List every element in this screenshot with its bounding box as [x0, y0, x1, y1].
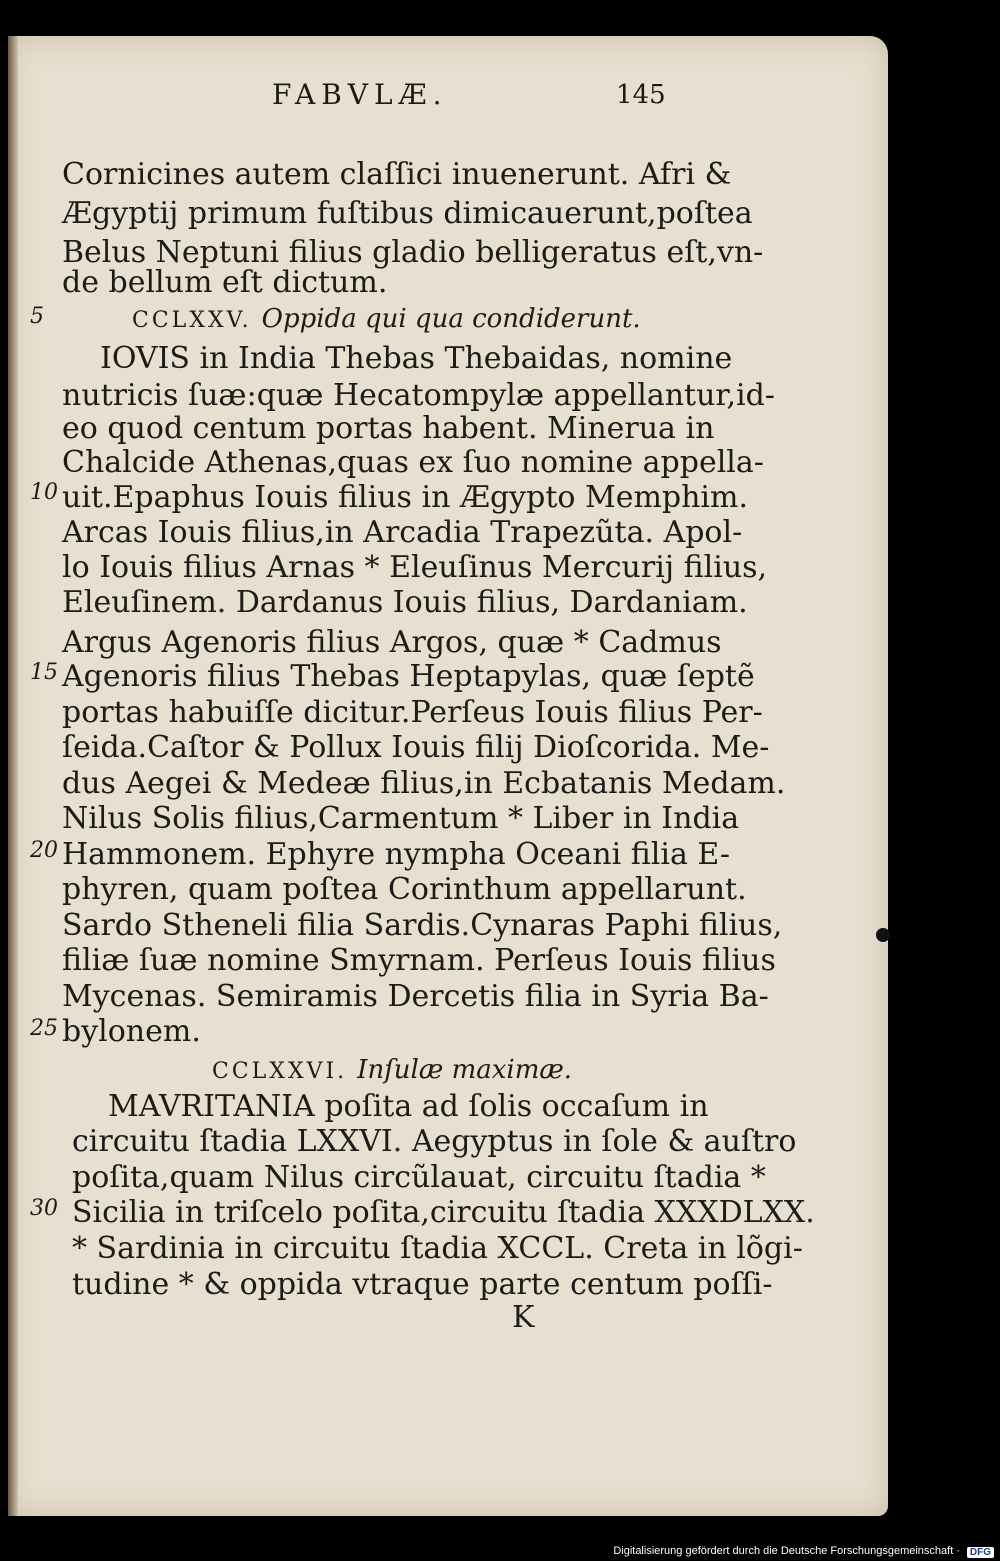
- text-line: MAVRITANIA poſita ad ſolis occaſum in: [108, 1089, 709, 1124]
- line-number: 10: [30, 480, 58, 505]
- section-heading: [212, 1055, 572, 1085]
- text-line: bylonem.: [62, 1014, 201, 1049]
- footer-credit: Digitalisierung gefördert durch die Deutsche Forschungsgemeinschaft ·: [613, 1545, 960, 1557]
- page-tab-mark: [876, 928, 890, 942]
- text-line: Mycenas. Semiramis Dercetis filia in Syria Ba-: [62, 979, 769, 1014]
- section-title: Oppida qui qua condiderunt.: [261, 304, 641, 334]
- page-gutter: [8, 36, 18, 1516]
- text-line: Agenoris filius Thebas Heptapylas, quæ ſeptẽ: [62, 659, 755, 694]
- line-number: 20: [30, 838, 58, 863]
- dfg-logo: DFG: [967, 1547, 994, 1558]
- text-line: phyren, quam poſtea Corinthum appellarunt.: [62, 872, 747, 907]
- text-line: IOVIS in India Thebas Thebaidas, nomine: [100, 341, 733, 376]
- text-line: dus Aegei & Medeæ filius,in Ecbatanis Medam.: [62, 766, 786, 801]
- signature-mark: K: [512, 1300, 535, 1335]
- text-line: * Sardinia in circuitu ſtadia XCCL. Creta in lõgi-: [72, 1231, 803, 1266]
- line-number: 15: [30, 660, 58, 685]
- text-line: ſeida.Caſtor & Pollux Iouis filij Dioſcorida. Me-: [62, 730, 770, 765]
- text-line: circuitu ſtadia LXXVI. Aegyptus in ſole & auſtro: [72, 1124, 797, 1159]
- section-number: CCLXXVI.: [212, 1059, 348, 1084]
- page-number: 145: [616, 80, 666, 110]
- text-line: lo Iouis filius Arnas * Eleuſinus Mercurij filius,: [62, 550, 768, 585]
- text-line: portas habuiſſe dicitur.Perſeus Iouis filius Per-: [62, 695, 763, 730]
- text-line: Hammonem. Ephyre nympha Oceani filia E-: [62, 837, 730, 872]
- text-line: Nilus Solis filius,Carmentum * Liber in India: [62, 801, 740, 836]
- text-line: nutricis ſuæ:quæ Hecatompylæ appellantur,id-: [62, 378, 775, 413]
- text-line: Belus Neptuni filius gladio belligeratus eſt,vn-: [62, 235, 764, 270]
- text-line: Sicilia in triſcelo poſita,circuitu ſtadia XXXDLXX.: [72, 1195, 815, 1230]
- footer-bar: [0, 1539, 1000, 1561]
- line-number: 5: [30, 304, 44, 329]
- text-line: Sardo Stheneli filia Sardis.Cynaras Paphi filius,: [62, 908, 783, 943]
- text-line: Cornicines autem claſſici inuenerunt. Afri &: [62, 157, 732, 192]
- line-number: 30: [30, 1196, 58, 1221]
- text-line: Eleuſinem. Dardanus Iouis filius, Dardaniam.: [62, 585, 748, 620]
- running-title: FABVLÆ.: [272, 78, 448, 111]
- line-number: 25: [30, 1016, 58, 1041]
- text-line: poſita,quam Nilus circũlauat, circuitu ſtadia *: [72, 1160, 766, 1195]
- text-line: Chalcide Athenas,quas ex ſuo nomine appella-: [62, 445, 764, 480]
- text-line: de bellum eſt dictum.: [62, 265, 388, 300]
- text-line: filiæ ſuæ nomine Smyrnam. Perſeus Iouis filius: [62, 943, 776, 978]
- text-line: Ægyptij primum fuſtibus dimicauerunt,poſtea: [62, 196, 753, 231]
- section-heading: [132, 304, 641, 334]
- text-line: Argus Agenoris filius Argos, quæ * Cadmus: [62, 625, 722, 660]
- text-line: tudine * & oppida vtraque parte centum poſſi-: [72, 1267, 773, 1302]
- section-title: Inſulæ maximæ.: [357, 1055, 573, 1085]
- text-line: Arcas Iouis filius,in Arcadia Trapezũta. Apol-: [62, 515, 743, 550]
- section-number: CCLXXV.: [132, 308, 252, 333]
- text-line: uit.Epaphus Iouis filius in Ægypto Memphim.: [62, 480, 749, 515]
- text-line: eo quod centum portas habent. Minerua in: [62, 411, 715, 446]
